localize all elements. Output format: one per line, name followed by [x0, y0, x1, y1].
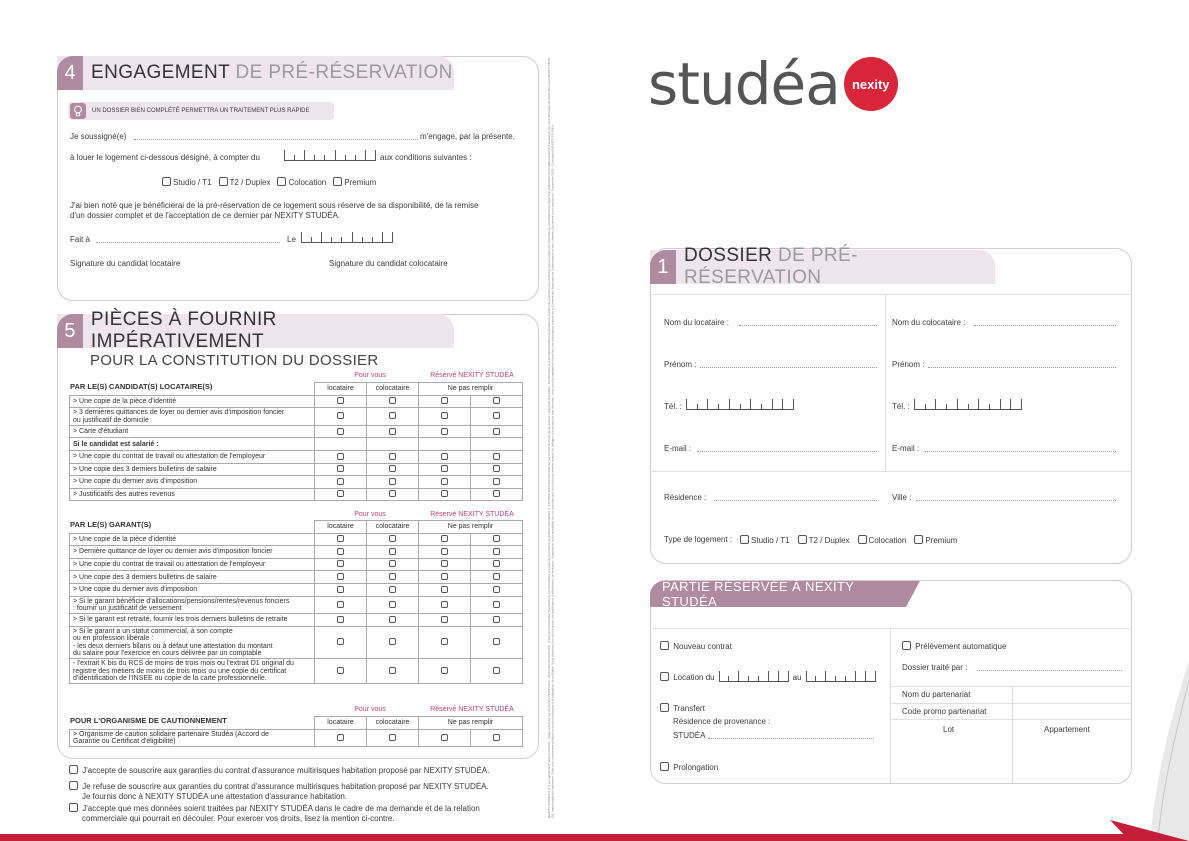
nom-colocataire-label: Nom du colocataire :: [892, 318, 966, 327]
type-logement-label: Type de logement :: [664, 535, 733, 544]
tel-locataire-field[interactable]: [686, 400, 794, 410]
option-studio[interactable]: Studio / T1: [740, 535, 790, 545]
lightbulb-icon: [70, 103, 86, 119]
row-label: - l'extrait K bis du RCS de moins de trois mois ou l'extrait D1 original du registre des métiers de moins de trois mois ou une copie du certificat d'identification de l'INSEE ou copie de la carte professionnelle.: [70, 659, 315, 684]
checkbox-icon[interactable]: [660, 703, 669, 712]
checkbox-cell: [367, 488, 419, 501]
row-label: > Si le garant bénéficie d'allocations/pensions/rentes/revenus fonciers : fournir un justificatif de versement: [70, 596, 315, 614]
checkbox-icon[interactable]: [493, 560, 500, 567]
table-row: [70, 659, 523, 684]
checkbox-icon[interactable]: [337, 667, 344, 674]
checkbox-cell: [471, 614, 523, 627]
prolongation-option[interactable]: Prolongation: [660, 762, 718, 772]
checkbox-cell: [315, 463, 367, 476]
studea-label: STUDÉA: [673, 731, 706, 740]
checkbox-cell: [471, 729, 523, 747]
checkbox-icon[interactable]: [441, 734, 448, 741]
row-label: > Une copie du contrat de travail ou attestation de l'employeur: [70, 558, 315, 571]
checkbox-icon[interactable]: [858, 535, 867, 544]
consent-accept-insurance[interactable]: J'accepte de souscrire aux garanties du contrat d'assurance multirisques habitation proposé par NEXITY STUDÉA.: [69, 765, 489, 775]
checkbox-icon[interactable]: [337, 734, 344, 741]
checkbox-icon[interactable]: [219, 177, 228, 186]
checkbox-icon[interactable]: [337, 465, 344, 472]
vertical-divider: [885, 295, 886, 471]
checkbox-cell: [419, 729, 471, 747]
checkbox-icon[interactable]: [389, 638, 396, 645]
checkbox-icon[interactable]: [914, 535, 923, 544]
email-locataire-label: E-mail :: [664, 444, 692, 453]
dossier-traite-label: Dossier traité par :: [902, 663, 968, 672]
engagement-paragraph-1: J'ai bien noté que je bénéficierai de la pré-réservation de ce logement sous réserve de sa disponibilité, de la remise: [70, 201, 479, 210]
legal-mentions: NEXITY STUDÉA S.A.S au capital de 8 millions d'euros - Siège social 19 rue de Vienne 75008 Paris - RCS Paris 414 000 000 - Carte professionnelle Transactions sur immeubles et fonds de commerce et Gestion immobilière n° CPI 7501 2016 000 000 délivrée par la CCI de Paris Ile-de-France - Garantie financière - Conformément à la réglementation applicable en matière de protection des données personnelles, les informations recueillies font l'objet d'un traitement informatique destiné à la gestion de votre demande de réservation par NEXITY STUDÉA, responsable de traitement. Elles sont conservées pendant la durée nécessaire à la réalisation de la finalité. Vous disposez d'un droit d'accès, de rectification, d'effacement, de limitation, d'opposition et de portabilité de vos données que vous pouvez exercer auprès du délégué à la protection des données. Vous pouvez également introduire une réclamation auprès de la Commission Nationale de l'Informatique et des Libertés. Document non contractuel - Décembre 2023 - Conception NEXITY STUDÉA.: [547, 57, 555, 818]
checkbox-icon[interactable]: [441, 560, 448, 567]
checkbox-cell: [315, 626, 367, 658]
housing-type-options: [162, 177, 376, 187]
checkbox-icon[interactable]: [493, 638, 500, 645]
fait-field[interactable]: [96, 242, 280, 243]
checkbox-cell: [419, 571, 471, 584]
email-colocataire-label: E-mail :: [892, 444, 920, 453]
checkbox-cell: [315, 533, 367, 546]
checkbox-icon[interactable]: [441, 667, 448, 674]
checkbox-icon[interactable]: [69, 765, 78, 774]
checkbox-icon[interactable]: [493, 397, 500, 404]
checkbox-cell: [419, 596, 471, 614]
checkbox-cell: [471, 463, 523, 476]
table-header: locataire colocataire Ne pas remplir: [70, 383, 523, 396]
checkbox-icon[interactable]: [337, 601, 344, 608]
checkbox-icon[interactable]: [493, 535, 500, 542]
residence-field[interactable]: [714, 500, 877, 501]
vertical-divider: [890, 628, 891, 784]
checkbox-cell: [419, 438, 471, 451]
checkbox-cell: [471, 626, 523, 658]
checkbox-icon[interactable]: [441, 428, 448, 435]
option-studio[interactable]: Studio / T1: [162, 177, 212, 187]
checkbox-icon[interactable]: [493, 573, 500, 580]
checkbox-icon[interactable]: [493, 548, 500, 555]
checkbox-icon[interactable]: [337, 453, 344, 460]
row-label: > Si le garant a un statut commercial, à son compte ou en profession libérale : - les deux derniers bilans ou à défaut une attestation du montant du salaire pour l'exercice en cours délivrée par un comptable: [70, 626, 315, 658]
group-organisme-title: POUR L'ORGANISME DE CAUTIONNEMENT: [70, 716, 227, 725]
tip-box: [68, 102, 334, 120]
checkbox-cell: [471, 659, 523, 684]
checkbox-icon[interactable]: [493, 667, 500, 674]
table-row: [70, 626, 523, 658]
checkbox-icon[interactable]: [441, 586, 448, 593]
table-candidats: [69, 382, 523, 501]
option-premium[interactable]: Premium: [333, 177, 376, 187]
option-colocation[interactable]: Colocation: [277, 177, 326, 187]
checkbox-cell: [367, 438, 419, 451]
checkbox-icon[interactable]: [441, 478, 448, 485]
checkbox-icon[interactable]: [441, 453, 448, 460]
checkbox-icon[interactable]: [337, 573, 344, 580]
checkbox-icon[interactable]: [337, 535, 344, 542]
table-row: [70, 438, 523, 451]
checkbox-icon[interactable]: [337, 586, 344, 593]
checkbox-cell: [419, 626, 471, 658]
checkbox-cell: [315, 425, 367, 438]
checkbox-cell: [315, 659, 367, 684]
checkbox-icon[interactable]: [337, 397, 344, 404]
table-header: locataire colocataire Ne pas remplir: [70, 717, 523, 730]
checkbox-cell: [367, 546, 419, 559]
table-row: [70, 558, 523, 571]
location-option[interactable]: Location du au: [660, 672, 876, 682]
section-number: 1: [650, 250, 676, 284]
row-label: > Une copie du dernier avis d'imposition: [70, 583, 315, 596]
consent-refuse-insurance[interactable]: Je refuse de souscrire aux garanties du contrat d'assurance multirisques habitation proposé par NEXITY STUDÉA. Je fournis donc à NEXITY STUDÉA une attestation d'assurance habitation.: [69, 781, 489, 802]
footer-bar: [0, 834, 1160, 841]
table-row: [70, 451, 523, 464]
type-logement-row: [664, 535, 957, 545]
checkbox-icon[interactable]: [493, 586, 500, 593]
checkbox-icon[interactable]: [333, 177, 342, 186]
checkbox-cell: [315, 408, 367, 426]
checkbox-icon[interactable]: [660, 641, 669, 650]
prenom-colocataire-field[interactable]: [928, 367, 1116, 368]
checkbox-icon[interactable]: [337, 490, 344, 497]
checkbox-cell: [471, 476, 523, 489]
table-row: [70, 583, 523, 596]
checkbox-icon[interactable]: [493, 412, 500, 419]
date-start-field[interactable]: [284, 151, 376, 161]
row-label: > Une copie du dernier avis d'imposition: [70, 476, 315, 489]
table-garants: [69, 520, 523, 684]
dossier-traite-field[interactable]: [977, 670, 1122, 671]
reserve-label: Réservé NEXITY STUDÉA: [430, 511, 514, 518]
table-row: [70, 463, 523, 476]
checkbox-icon[interactable]: [389, 586, 396, 593]
checkbox-cell: [471, 596, 523, 614]
checkbox-icon[interactable]: [493, 453, 500, 460]
checkbox-cell: [471, 438, 523, 451]
vertical-divider: [1012, 686, 1013, 784]
nom-locataire-field[interactable]: [739, 325, 877, 326]
checkbox-cell: [419, 408, 471, 426]
checkbox-icon[interactable]: [660, 762, 669, 771]
tip-text: UN DOSSIER BIEN COMPLÉTÉ PERMETTRA UN TRAITEMENT PLUS RAPIDE: [92, 108, 310, 114]
table-organisme: [69, 716, 523, 747]
pour-vous-label: Pour vous: [354, 372, 386, 379]
nom-locataire-label: Nom du locataire :: [664, 318, 729, 327]
checkbox-icon[interactable]: [69, 803, 78, 812]
checkbox-cell: [419, 583, 471, 596]
conditions-label: aux conditions suivantes :: [380, 153, 472, 162]
transfert-option[interactable]: Transfert: [660, 703, 705, 713]
checkbox-icon[interactable]: [337, 638, 344, 645]
table-row: [70, 546, 523, 559]
residence-label: Résidence :: [664, 493, 707, 502]
checkbox-cell: [471, 583, 523, 596]
checkbox-icon[interactable]: [441, 601, 448, 608]
checkbox-icon[interactable]: [389, 560, 396, 567]
checkbox-icon[interactable]: [389, 478, 396, 485]
checkbox-icon[interactable]: [493, 490, 500, 497]
appartement-label: Appartement: [1044, 725, 1090, 734]
table-row: [70, 729, 523, 747]
logo-text: studéa: [648, 50, 840, 118]
ville-field[interactable]: [916, 500, 1116, 501]
table-row: [70, 614, 523, 627]
checkbox-icon[interactable]: [389, 412, 396, 419]
checkbox-cell: [367, 614, 419, 627]
checkbox-cell: [315, 596, 367, 614]
tel-locataire-label: Tél. :: [664, 402, 682, 411]
date-signature-field[interactable]: [301, 233, 393, 243]
location-start-field[interactable]: [719, 672, 789, 682]
checkbox-icon[interactable]: [441, 465, 448, 472]
checkbox-cell: [419, 614, 471, 627]
checkbox-icon[interactable]: [389, 535, 396, 542]
checkbox-cell: [315, 451, 367, 464]
checkbox-cell: [315, 583, 367, 596]
checkbox-icon[interactable]: [441, 548, 448, 555]
checkbox-icon[interactable]: [441, 397, 448, 404]
row-label: > Une copie des 3 derniers bulletins de salaire: [70, 463, 315, 476]
reserve-label: Réservé NEXITY STUDÉA: [430, 706, 514, 713]
checkbox-icon[interactable]: [337, 478, 344, 485]
section-subtitle: POUR LA CONSTITUTION DU DOSSIER: [90, 352, 379, 369]
provenance-label: Résidence de provenance :: [673, 717, 771, 726]
checkbox-cell: [315, 438, 367, 451]
checkbox-cell: [367, 571, 419, 584]
checkbox-cell: [367, 596, 419, 614]
checkbox-icon[interactable]: [660, 672, 669, 681]
fait-label: Fait à: [70, 235, 91, 244]
checkbox-icon[interactable]: [389, 573, 396, 580]
row-label: > Dernière quittance de loyer ou dernier avis d'imposition foncier: [70, 546, 315, 559]
checkbox-cell: [471, 488, 523, 501]
nouveau-contrat-option[interactable]: Nouveau contrat: [660, 641, 732, 651]
checkbox-icon[interactable]: [389, 465, 396, 472]
checkbox-icon[interactable]: [493, 478, 500, 485]
checkbox-icon[interactable]: [441, 638, 448, 645]
table-row: [70, 476, 523, 489]
checkbox-icon[interactable]: [441, 616, 448, 623]
table-row: [70, 425, 523, 438]
checkbox-icon[interactable]: [389, 667, 396, 674]
checkbox-icon[interactable]: [493, 616, 500, 623]
checkbox-cell: [367, 451, 419, 464]
checkbox-cell: [315, 614, 367, 627]
row-label: > Une copie des 3 derniers bulletins de salaire: [70, 571, 315, 584]
checkbox-cell: [367, 395, 419, 408]
checkbox-cell: [315, 488, 367, 501]
checkbox-cell: [367, 626, 419, 658]
soussigne-label: Je soussigné(e): [70, 132, 127, 141]
section-1-header: [650, 245, 995, 288]
checkbox-icon[interactable]: [389, 490, 396, 497]
table-header: locataire colocataire Ne pas remplir: [70, 521, 523, 534]
checkbox-cell: [367, 558, 419, 571]
checkbox-cell: [471, 395, 523, 408]
checkbox-icon[interactable]: [441, 490, 448, 497]
section-number: 4: [57, 56, 83, 90]
option-t2[interactable]: T2 / Duplex: [219, 177, 271, 187]
checkbox-icon[interactable]: [389, 616, 396, 623]
checkbox-cell: [471, 546, 523, 559]
checkbox-icon[interactable]: [902, 641, 911, 650]
reserve-label: Réservé NEXITY STUDÉA: [430, 372, 514, 379]
checkbox-cell: [367, 425, 419, 438]
row-label: Si le candidat est salarié :: [70, 438, 315, 451]
checkbox-cell: [419, 395, 471, 408]
section-title: PIÈCES À FOURNIR IMPÉRATIVEMENT: [90, 309, 277, 352]
checkbox-cell: [419, 463, 471, 476]
checkbox-icon[interactable]: [389, 601, 396, 608]
table-row: [70, 395, 523, 408]
checkbox-cell: [367, 476, 419, 489]
checkbox-cell: [367, 583, 419, 596]
nom-partenariat-label: Nom du partenariat: [902, 690, 971, 699]
row-label: > Une copie de la pièce d'identité: [70, 533, 315, 546]
checkbox-cell: [471, 425, 523, 438]
option-t2[interactable]: T2 / Duplex: [798, 535, 850, 545]
checkbox-icon[interactable]: [389, 428, 396, 435]
table-row: [70, 596, 523, 614]
checkbox-cell: [367, 533, 419, 546]
checkbox-cell: [419, 659, 471, 684]
date-start-label: à louer le logement ci-dessous désigné, à compter du: [70, 153, 260, 162]
horizontal-divider: [650, 471, 1132, 472]
checkbox-icon[interactable]: [798, 535, 807, 544]
pour-vous-label: Pour vous: [354, 706, 386, 713]
section-5-header: [57, 309, 454, 352]
checkbox-icon[interactable]: [493, 465, 500, 472]
checkbox-cell: [471, 571, 523, 584]
checkbox-icon[interactable]: [493, 428, 500, 435]
horizontal-divider: [650, 294, 1132, 295]
checkbox-cell: [419, 476, 471, 489]
checkbox-cell: [367, 729, 419, 747]
checkbox-icon[interactable]: [162, 177, 171, 186]
studea-logo: [648, 50, 898, 118]
checkbox-cell: [315, 476, 367, 489]
section-number: 5: [57, 314, 83, 348]
checkbox-cell: [315, 395, 367, 408]
table-row: [70, 488, 523, 501]
pour-vous-label: Pour vous: [354, 511, 386, 518]
checkbox-cell: [315, 546, 367, 559]
checkbox-icon[interactable]: [389, 548, 396, 555]
checkbox-cell: [419, 558, 471, 571]
checkbox-icon[interactable]: [389, 734, 396, 741]
section-title: DOSSIER DE PRÉ-RÉSERVATION: [683, 245, 858, 288]
signature-colocataire-label: Signature du candidat colocataire: [329, 259, 448, 268]
checkbox-cell: [419, 488, 471, 501]
checkbox-icon[interactable]: [337, 428, 344, 435]
section-4-header: [57, 56, 454, 90]
checkbox-icon[interactable]: [337, 616, 344, 623]
checkbox-icon[interactable]: [493, 734, 500, 741]
nexity-badge: nexity: [844, 57, 898, 111]
tel-colocataire-label: Tél. :: [892, 402, 910, 411]
page-curl: [1110, 660, 1189, 841]
checkbox-cell: [471, 533, 523, 546]
table-row: [70, 533, 523, 546]
tel-colocataire-field[interactable]: [914, 400, 1022, 410]
horizontal-divider: [650, 628, 1132, 629]
checkbox-icon[interactable]: [389, 397, 396, 404]
checkbox-icon[interactable]: [337, 412, 344, 419]
le-label: Le: [287, 235, 296, 244]
checkbox-cell: [419, 451, 471, 464]
checkbox-icon[interactable]: [740, 535, 749, 544]
checkbox-icon[interactable]: [493, 601, 500, 608]
prenom-locataire-label: Prénom :: [664, 360, 697, 369]
checkbox-cell: [315, 558, 367, 571]
checkbox-cell: [315, 571, 367, 584]
row-label: > Une copie du contrat de travail ou attestation de l'employeur: [70, 451, 315, 464]
lot-label: Lot: [943, 725, 955, 734]
prelevement-option[interactable]: Prélèvement automatique: [902, 641, 1006, 651]
signature-locataire-label: Signature du candidat locataire: [70, 259, 181, 268]
row-label: > Une copie de la pièce d'identité: [70, 395, 315, 408]
engage-label: m'engage, par la présente,: [420, 132, 515, 141]
checkbox-icon[interactable]: [277, 177, 286, 186]
group-candidats-title: PAR LE(S) CANDIDAT(S) LOCATAIRE(S): [70, 382, 213, 391]
soussigne-field[interactable]: [134, 139, 418, 140]
table-row: [70, 571, 523, 584]
section-title: ENGAGEMENT DE PRÉ-RÉSERVATION: [91, 62, 453, 83]
checkbox-icon[interactable]: [69, 781, 78, 790]
ville-label: Ville :: [892, 493, 912, 502]
checkbox-cell: [419, 546, 471, 559]
option-colocation[interactable]: Colocation: [858, 535, 907, 545]
row-label: > 3 dernières quittances de loyer ou dernier avis d'imposition foncier ou justificatif de domicile: [70, 408, 315, 426]
checkbox-cell: [471, 558, 523, 571]
consent-data-processing[interactable]: J'accepte que mes données soient traitées par NEXITY STUDÉA dans le cadre de ma demande et de la relation commerciale qui pourrait en découler. Pour exercer vos droits, lisez la mention ci-contre.: [69, 803, 480, 824]
checkbox-cell: [367, 659, 419, 684]
checkbox-icon[interactable]: [389, 453, 396, 460]
row-label: > Si le garant est retraité, fournir les trois derniers bulletins de retraite: [70, 614, 315, 627]
checkbox-cell: [419, 533, 471, 546]
checkbox-icon[interactable]: [337, 560, 344, 567]
checkbox-icon[interactable]: [441, 412, 448, 419]
row-label: > Justificatifs des autres revenus: [70, 488, 315, 501]
checkbox-cell: [471, 408, 523, 426]
row-label: > Carte d'étudiant: [70, 425, 315, 438]
row-label: > Organisme de caution solidaire partenaire Studéa (Accord de Garantie ou Certificat d'éligibilité): [70, 729, 315, 747]
prenom-locataire-field[interactable]: [700, 367, 877, 368]
nom-colocataire-field[interactable]: [974, 325, 1116, 326]
email-colocataire-field[interactable]: [925, 451, 1116, 452]
code-partenariat-label: Code promo partenariat: [902, 707, 987, 716]
checkbox-cell: [471, 451, 523, 464]
checkbox-cell: [367, 408, 419, 426]
prenom-colocataire-label: Prénom :: [892, 360, 925, 369]
email-locataire-field[interactable]: [697, 451, 877, 452]
engagement-paragraph-2: d'un dossier complet et de l'acceptation de ce dernier par NEXITY STUDÉA.: [70, 211, 341, 220]
checkbox-icon[interactable]: [441, 535, 448, 542]
checkbox-icon[interactable]: [441, 573, 448, 580]
location-end-field[interactable]: [806, 672, 876, 682]
provenance-field[interactable]: [708, 738, 874, 739]
option-premium[interactable]: Premium: [914, 535, 957, 545]
checkbox-cell: [419, 425, 471, 438]
checkbox-cell: [315, 729, 367, 747]
table-row: [70, 408, 523, 426]
checkbox-icon[interactable]: [337, 548, 344, 555]
partie-reservee-panel: [650, 580, 1132, 784]
group-garants-title: PAR LE(S) GARANT(S): [70, 520, 152, 529]
checkbox-cell: [367, 463, 419, 476]
partie-reservee-header: PARTIE RÉSERVÉE À NEXITY STUDÉA: [650, 581, 906, 607]
